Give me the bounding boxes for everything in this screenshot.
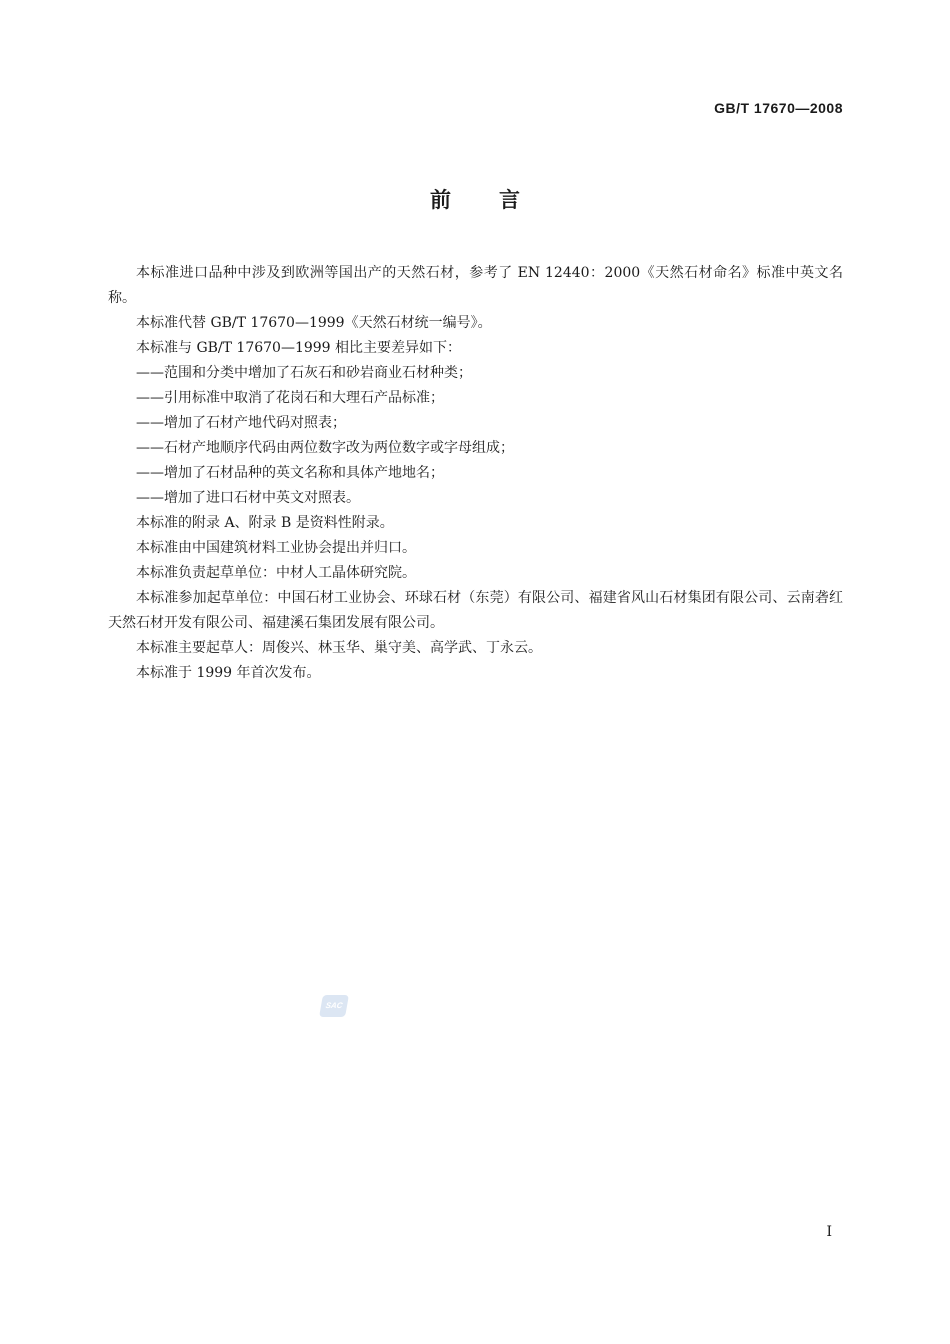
paragraph-reference: 本标准进口品种中涉及到欧洲等国出产的天然石材，参考了 EN 12440：2000《天然石材命名》标准中英文名称。 [108, 265, 843, 306]
paragraph-differences-intro: 本标准与 GB/T 17670—1999 相比主要差异如下： [136, 340, 462, 356]
paragraph-first-release: 本标准于 1999 年首次发布。 [136, 665, 321, 681]
list-item: ——增加了石材品种的英文名称和具体产地地名； [136, 465, 444, 481]
page-title: 前言 [430, 188, 568, 212]
list-item: ——范围和分类中增加了石灰石和砂岩商业石材种类； [136, 365, 472, 381]
list-item: ——引用标准中取消了花岗石和大理石产品标准； [136, 390, 444, 406]
list-item: ——增加了石材产地代码对照表； [136, 415, 346, 431]
sac-watermark-logo: SAC [319, 995, 349, 1017]
paragraph-appendix: 本标准的附录 A、附录 B 是资料性附录。 [136, 515, 394, 531]
paragraph-proposer: 本标准由中国建筑材料工业协会提出并归口。 [136, 540, 416, 556]
foreword-body [108, 261, 843, 686]
list-item: ——增加了进口石材中英文对照表。 [136, 490, 360, 506]
standard-code: GB/T 17670—2008 [714, 100, 843, 116]
page-number: I [826, 1224, 832, 1240]
paragraph-drafters: 本标准主要起草人：周俊兴、林玉华、巢守美、高学武、丁永云。 [136, 640, 542, 656]
paragraph-replaces: 本标准代替 GB/T 17670—1999《天然石材统一编号》。 [136, 315, 492, 331]
paragraph-drafting-unit: 本标准负责起草单位：中材人工晶体研究院。 [136, 565, 416, 581]
list-item: ——石材产地顺序代码由两位数字改为两位数字或字母组成； [136, 440, 514, 456]
paragraph-participating-units: 本标准参加起草单位：中国石材工业协会、环球石材（东莞）有限公司、福建省风山石材集团有限公司、云南砻红天然石材开发有限公司、福建溪石集团发展有限公司。 [108, 590, 843, 631]
